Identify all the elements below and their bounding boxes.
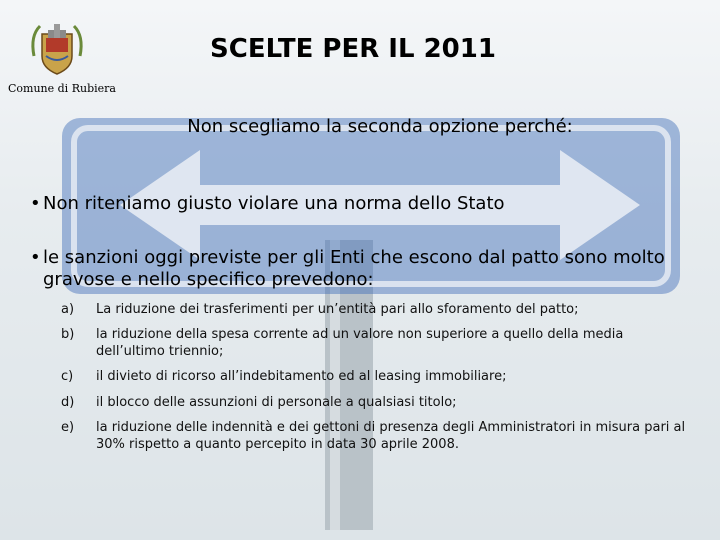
list-item-text: la riduzione delle indennità e dei gettoni di presenza degli Amministratori in misura pari al 30% rispetto a quanto percepito in data 30 aprile 2008. — [96, 420, 686, 452]
list-item-label: d) — [61, 395, 75, 410]
bullet-marker: • — [30, 247, 41, 268]
list-item-label: b) — [61, 327, 75, 342]
municipality-name: Comune di Rubiera — [8, 82, 116, 95]
bullet-text: le sanzioni oggi previste per gli Enti che escono dal patto sono molto gravose e nello specifico prevedono: — [43, 247, 665, 290]
subtitle: Non scegliamo la seconda opzione perché: — [187, 116, 573, 137]
list-item-text: La riduzione dei trasferimenti per un’entità pari allo sforamento del patto; — [96, 302, 579, 317]
list-item-label: a) — [61, 302, 75, 317]
list-item-text: il blocco delle assunzioni di personale a qualsiasi titolo; — [96, 395, 457, 410]
list-item-text: il divieto di ricorso all’indebitamento ed al leasing immobiliare; — [96, 369, 507, 384]
list-item-label: e) — [61, 420, 75, 435]
page-title: SCELTE PER IL 2011 — [210, 34, 496, 64]
list-item-label: c) — [61, 369, 74, 384]
bullet-marker: • — [30, 193, 41, 214]
bullet-text: Non riteniamo giusto violare una norma dello Stato — [43, 193, 505, 214]
list-item-text: la riduzione della spesa corrente ad un valore non superiore a quello della media dell’ultimo triennio; — [96, 327, 624, 359]
